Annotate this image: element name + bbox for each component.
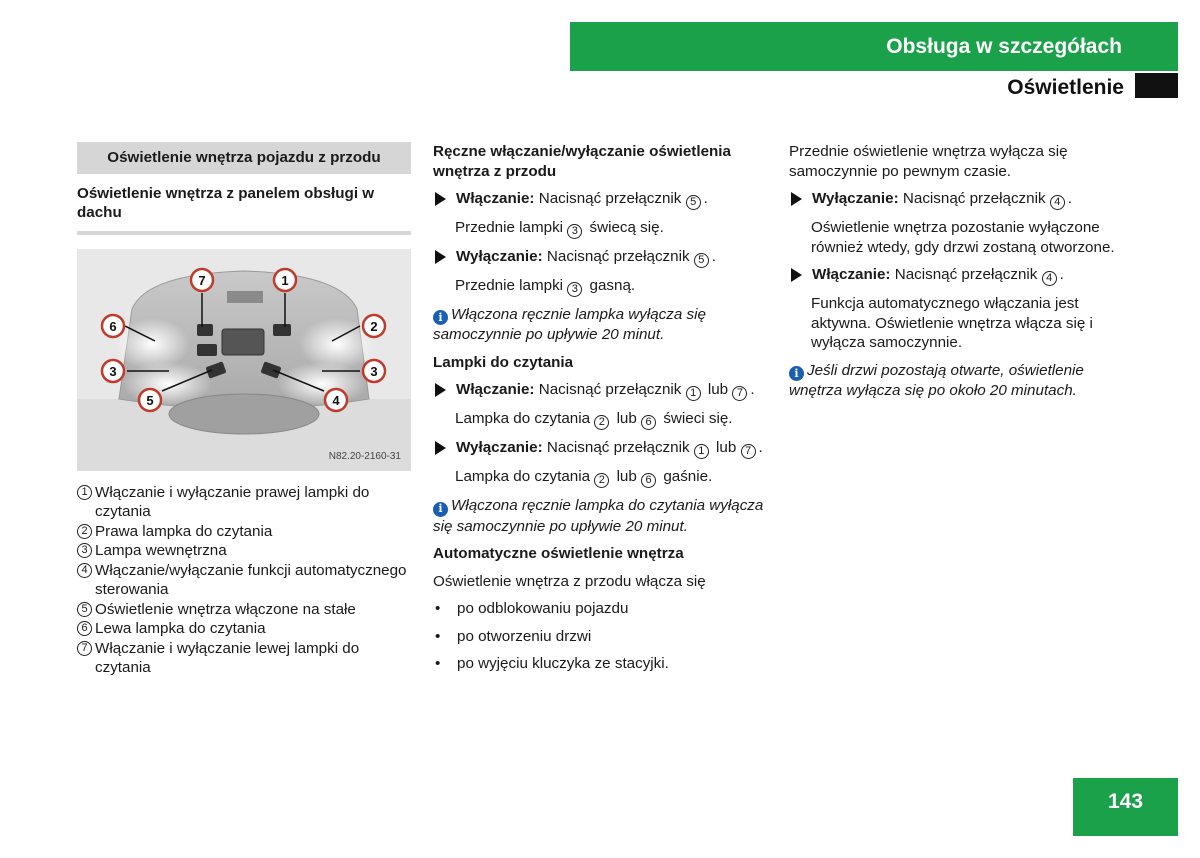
page-number: 143 xyxy=(1073,778,1178,836)
chapter-title: Obsługa w szczegółach xyxy=(886,34,1122,58)
callout-1 xyxy=(274,269,296,291)
bullet-item: • po odblokowaniu pojazdu xyxy=(435,600,629,617)
svg-text:3: 3 xyxy=(109,363,117,379)
step-result: Oświetlenie wnętrza pozostanie wyłączone również wtedy, gdy drzwi zostaną otworzone. xyxy=(811,219,1115,256)
info-icon: i xyxy=(433,502,448,517)
heading-manual-switching: Ręczne włączanie/wyłączanie oświetlenia wnętrza z przodu xyxy=(433,143,731,180)
box-heading: Oświetlenie wnętrza pojazdu z przodu xyxy=(77,142,411,174)
callout-3-right xyxy=(363,360,385,382)
legend-item: 7 Włączanie i wyłączanie lewej lampki do czytania xyxy=(77,639,411,678)
legend-item: 5 Oświetlenie wnętrza włączone na stałe xyxy=(77,600,411,620)
bullet-item: • po otworzeniu drzwi xyxy=(435,627,592,645)
column-1 xyxy=(77,142,411,678)
bullet-item: • po wyjęciu kluczyka ze stacyjki. xyxy=(435,655,669,672)
divider xyxy=(77,231,411,235)
step-off: Wyłączanie: Nacisnąć przełącznik 5 . xyxy=(433,247,769,268)
figure-code: N82.20-2160-31 xyxy=(328,451,401,462)
info-icon: i xyxy=(433,310,448,325)
chapter-header-bar xyxy=(570,22,1178,71)
arrow-icon xyxy=(791,192,802,206)
callout-7 xyxy=(191,269,213,291)
heading-automatic-lighting: Automatyczne oświetlenie wnętrza xyxy=(433,545,684,562)
info-note: i Włączona ręcznie lampka wyłącza się samoczynnie po upływie 20 minut. xyxy=(433,306,706,344)
step-result: Lampka do czytania 2 lub 6 świeci się. xyxy=(455,410,733,429)
callout-6 xyxy=(102,315,124,337)
info-note: i Jeśli drzwi pozostają otwarte, oświetlenie wnętrza wyłącza się po około 20 minutach. xyxy=(789,361,1084,399)
legend-item: 3 Lampa wewnętrzna xyxy=(77,541,411,561)
arrow-icon xyxy=(435,383,446,397)
section-title: Oświetlenie xyxy=(1007,76,1124,99)
legend-item: 6 Lewa lampka do czytania xyxy=(77,619,411,639)
legend-list xyxy=(77,483,411,678)
callout-5 xyxy=(139,389,161,411)
step-result: Funkcja automatycznego włączania jest aktywna. Oświetlenie wnętrza włącza się i wyłącza samoczynnie. xyxy=(811,295,1093,351)
column-2 xyxy=(433,142,769,682)
step-off: Wyłączanie: Nacisnąć przełącznik 1 lub 7 . xyxy=(433,438,769,459)
step-off: Wyłączanie: Nacisnąć przełącznik 4 . xyxy=(789,189,1125,210)
sub-heading: Oświetlenie wnętrza z panelem obsługi w dachu xyxy=(77,184,375,221)
step-on: Włączanie: Nacisnąć przełącznik 5 . xyxy=(433,189,769,210)
info-icon: i xyxy=(789,366,804,381)
figure-illustration xyxy=(77,249,411,471)
legend-item: 2 Prawa lampka do czytania xyxy=(77,522,411,542)
overhead-control-panel-figure xyxy=(77,249,411,471)
legend-item: 1 Włączanie i wyłączanie prawej lampki do czytania xyxy=(77,483,411,522)
arrow-icon xyxy=(435,250,446,264)
step-result: Lampka do czytania 2 lub 6 gaśnie. xyxy=(455,468,713,487)
legend-item: 4 Włączanie/wyłączanie funkcji automatycznego sterowania xyxy=(77,561,411,600)
svg-text:6: 6 xyxy=(109,318,117,334)
step-on: Włączanie: Nacisnąć przełącznik 4 . xyxy=(789,265,1125,286)
svg-text:5: 5 xyxy=(146,392,154,408)
step-on: Włączanie: Nacisnąć przełącznik 1 lub 7 . xyxy=(433,380,769,401)
step-result: Przednie lampki 3 świecą się. xyxy=(455,219,664,237)
info-note: i Włączona ręcznie lampka do czytania wyłącza się samoczynnie po upływie 20 minut. xyxy=(433,497,764,535)
paragraph: Przednie oświetlenie wnętrza wyłącza się samoczynnie po pewnym czasie. xyxy=(789,143,1068,180)
callout-2 xyxy=(363,315,385,337)
svg-text:3: 3 xyxy=(370,363,378,379)
heading-reading-lamps: Lampki do czytania xyxy=(433,353,574,371)
callout-4 xyxy=(325,389,347,411)
arrow-icon xyxy=(435,192,446,206)
svg-text:4: 4 xyxy=(332,392,340,408)
callout-3-left xyxy=(102,360,124,382)
step-result: Przednie lampki 3 gasną. xyxy=(455,277,636,295)
svg-text:1: 1 xyxy=(281,272,289,288)
arrow-icon xyxy=(791,268,802,282)
arrow-icon xyxy=(435,441,446,455)
section-marker xyxy=(1135,73,1178,98)
svg-text:7: 7 xyxy=(198,272,206,288)
svg-text:2: 2 xyxy=(370,318,378,334)
column-3 xyxy=(789,142,1125,408)
paragraph: Oświetlenie wnętrza z przodu włącza się xyxy=(433,572,706,590)
